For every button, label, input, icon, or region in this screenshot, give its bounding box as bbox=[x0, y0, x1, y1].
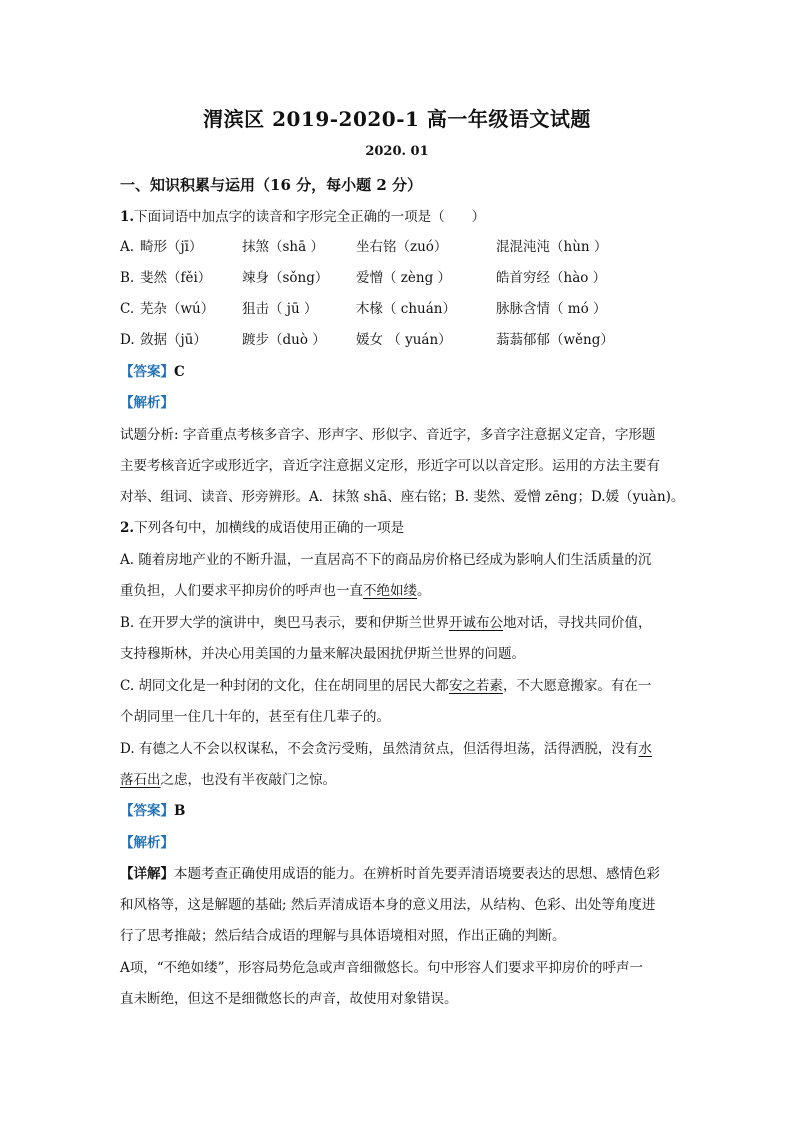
text-segment: 本题考查正确使用成语的能力。在辨析时首先要弄清语境要表达的思想、感情色彩 bbox=[174, 866, 660, 882]
analysis-line: 主要考核音近字或形近字，音近字注意据义定形，形近字可以以音定形。运用的方法主要有 bbox=[120, 458, 660, 474]
question-1-stem bbox=[120, 207, 680, 227]
detail-tag: 【详解】 bbox=[120, 866, 174, 882]
question-2-option-b-line-1 bbox=[120, 613, 676, 633]
option-item: 芜杂（wú） bbox=[140, 301, 215, 317]
text-segment: D. 有德之人不会以权谋私，不会贪污受贿，虽然清贫点，但活得坦荡，活得洒脱，没有 bbox=[120, 741, 639, 757]
question-2-answer bbox=[120, 801, 680, 821]
option-label: B. bbox=[120, 270, 135, 286]
question-1-number: 1. bbox=[120, 209, 135, 225]
option-item: 斐然（fěi） bbox=[140, 270, 212, 286]
question-1-answer bbox=[120, 362, 680, 382]
question-2-number: 2. bbox=[120, 520, 135, 536]
question-2-option-a-line-1: A. 随着房地产业的不断升温，一直居高不下的商品房价格已经成为影响人们生活质量的沉 bbox=[120, 552, 652, 568]
option-item: 畸形（jī） bbox=[140, 239, 203, 255]
detail-line bbox=[120, 864, 676, 884]
option-label: A. bbox=[120, 239, 135, 255]
option-item: 踱步（duò ） bbox=[242, 332, 326, 348]
underlined-idiom: 开诚布公 bbox=[449, 615, 504, 631]
option-item: 敛据（jū） bbox=[140, 332, 207, 348]
answer-tag: 【答案】 bbox=[120, 803, 174, 819]
analysis-tag: 【解析】 bbox=[120, 835, 174, 851]
analysis-tag: 【解析】 bbox=[120, 395, 174, 411]
option-item: 竦身（sǒng） bbox=[242, 270, 329, 286]
page-title: 渭滨区 2019-2020-1 高一年级语文试题 bbox=[203, 107, 591, 131]
option-item: 木椽（ chuán） bbox=[356, 301, 456, 317]
text-segment: 。 bbox=[417, 583, 431, 599]
question-2-text: 下列各句中，加横线的成语使用正确的一项是 bbox=[134, 520, 405, 536]
option-item: 脉脉含情（ mó ） bbox=[496, 301, 607, 317]
text-segment: C. 胡同文化是一种封闭的文化，住在胡同里的居民大都 bbox=[120, 678, 449, 694]
option-item: 爱憎（ zèng ） bbox=[356, 270, 452, 286]
question-2-option-c-line-1 bbox=[120, 676, 676, 696]
note-line: A项，“不绝如缕”，形容局势危急或声音细微悠长。句中形容人们要求平抑房价的呼声一 bbox=[120, 960, 644, 976]
analysis-line: 对举、组词、读音、形旁辨形。A．抹煞 shā、座右铭；B. 斐然、爱憎 zēng；D.媛（yuàn)。 bbox=[120, 489, 685, 505]
answer-value: B bbox=[174, 803, 186, 819]
option-item: 混混沌沌（hùn ） bbox=[496, 239, 608, 255]
underlined-idiom: 安之若素 bbox=[448, 678, 503, 694]
text-segment: B. 在开罗大学的演讲中，奥巴马表示，要和伊斯兰世界 bbox=[120, 615, 450, 631]
option-item: 皓首穷经（hào ） bbox=[496, 270, 607, 286]
question-2-stem bbox=[120, 518, 680, 538]
question-2-option-d-line-1 bbox=[120, 739, 676, 759]
text-segment: 地对话，寻找共同价值， bbox=[503, 615, 652, 631]
exam-date: 2020. 01 bbox=[365, 144, 429, 159]
option-item: 抹煞（shā ） bbox=[242, 239, 324, 255]
question-2-option-c-line-2: 个胡同里一住几十年的，甚至有住几辈子的。 bbox=[120, 709, 390, 725]
option-label: D. bbox=[120, 332, 135, 348]
question-2-analysis-tag bbox=[120, 833, 680, 853]
text-segment: 之虑，也没有半夜敲门之惊。 bbox=[160, 772, 336, 788]
option-item: 蓊蓊郁郁（wěng） bbox=[496, 332, 614, 348]
analysis-line: 试题分析: 字音重点考核多音字、形声字、形似字、音近字，多音字注意据义定音，字形题 bbox=[120, 427, 656, 443]
underlined-idiom: 不绝如缕 bbox=[363, 583, 417, 599]
option-item: 媛女 （ yuán） bbox=[356, 332, 452, 348]
answer-value: C bbox=[174, 364, 185, 380]
option-item: 狙击（ jū ） bbox=[242, 301, 318, 317]
section-heading: 一、知识积累与运用（16 分，每小题 2 分） bbox=[120, 176, 422, 194]
detail-line: 和风格等，这是解题的基础; 然后弄清成语本身的意义用法，从结构、色彩、出处等角度进 bbox=[120, 897, 656, 913]
underlined-idiom: 落石出 bbox=[120, 772, 161, 788]
question-2-option-b-line-2: 支持穆斯林，并决心用美国的力量来解决最困扰伊斯兰世界的问题。 bbox=[120, 646, 525, 662]
question-2-option-a-line-2 bbox=[120, 581, 676, 601]
option-label: C. bbox=[120, 301, 135, 317]
text-segment: ，不大愿意搬家。有在一 bbox=[502, 678, 652, 694]
question-1-analysis-tag bbox=[120, 393, 680, 413]
question-1-text: 下面词语中加点字的读音和字形完全正确的一项是（ ） bbox=[134, 209, 486, 225]
note-line: 直未断绝，但这不是细微悠长的声音，故使用对象错误。 bbox=[120, 991, 458, 1007]
question-2-option-d-line-2 bbox=[120, 770, 676, 790]
answer-tag: 【答案】 bbox=[120, 364, 174, 380]
detail-line: 行了思考推敲；然后结合成语的理解与具体语境相对照，作出正确的判断。 bbox=[120, 928, 566, 944]
option-item: 坐右铭（zuó） bbox=[356, 239, 448, 255]
underlined-idiom: 水 bbox=[638, 741, 652, 757]
text-segment: 重负担，人们要求平抑房价的呼声也一直 bbox=[120, 583, 363, 599]
